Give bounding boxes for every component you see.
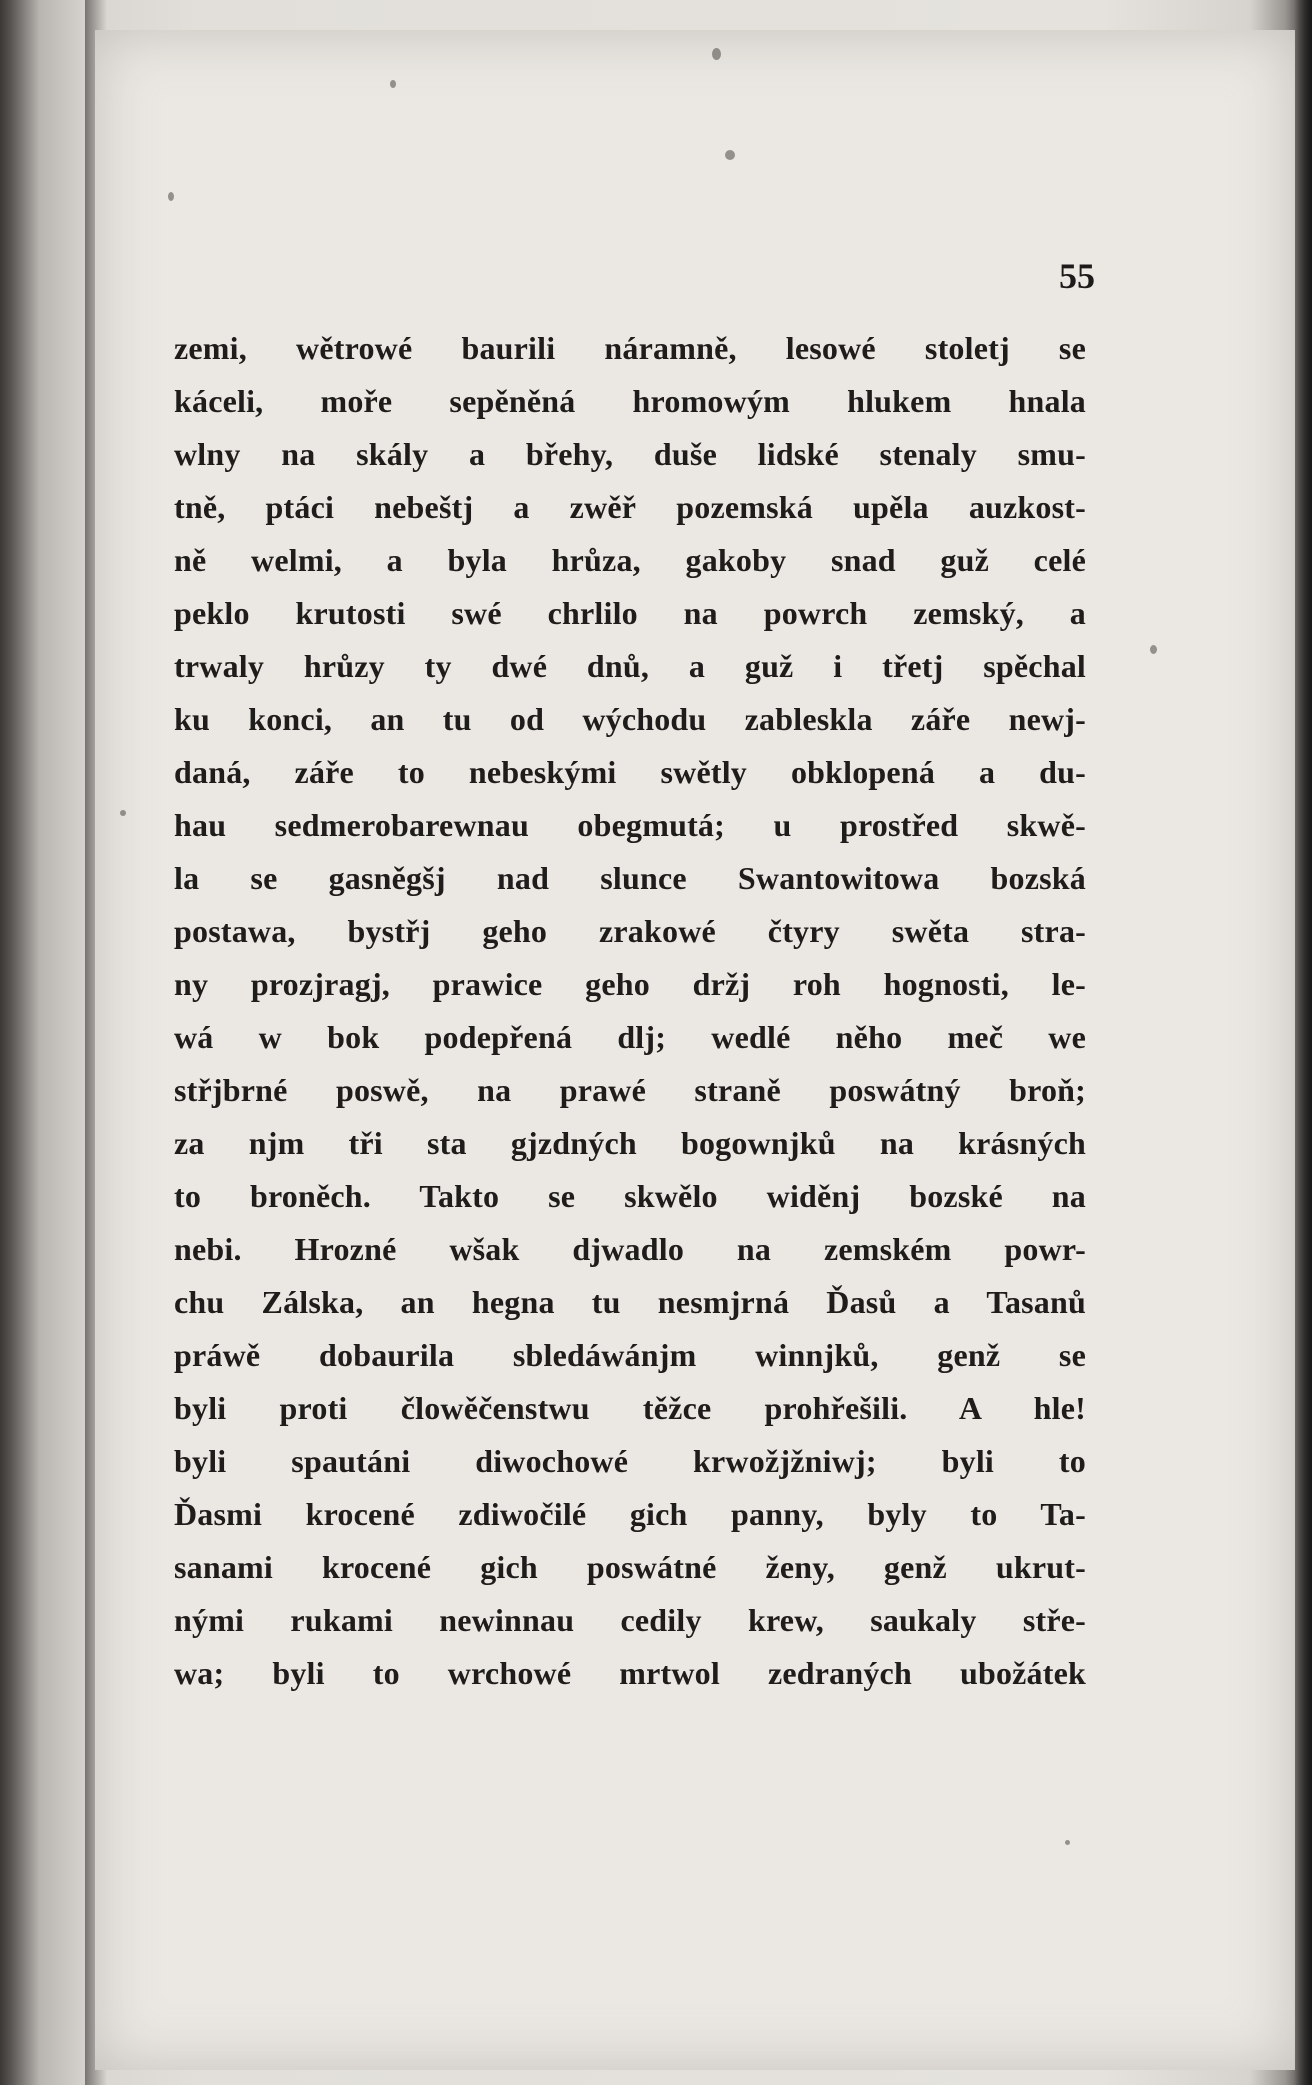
text-line: chu Zálska, an hegna tu nesmjrná Ďasů a Tasanů	[174, 1284, 1086, 1320]
text-line: střjbrné poswě, na prawé straně poswátný broň;	[174, 1072, 1086, 1108]
text-line: byli spautáni diwochowé krwožjžniwj; byli to	[174, 1443, 1086, 1479]
body-text	[174, 322, 1086, 1700]
paper-speck	[1065, 1840, 1070, 1845]
paper-speck	[1150, 645, 1157, 654]
text-line: daná, záře to nebeskými swětly obklopená a du-	[174, 754, 1086, 790]
paper-speck	[120, 810, 126, 816]
text-line: hau sedmerobarewnau obegmutá; u prostřed skwě-	[174, 807, 1086, 843]
text-line: la se gasněgšj nad slunce Swantowitowa bozská	[174, 860, 1086, 896]
paper-speck	[725, 150, 735, 160]
text-line: wa; byli to wrchowé mrtwol zedraných ubožátek	[174, 1655, 1086, 1691]
text-line: ny prozjragj, prawice geho držj roh hognosti, le-	[174, 966, 1086, 1002]
page-edge-shadow	[1294, 0, 1312, 2085]
text-line: káceli, moře sepěněná hromowým hlukem hnala	[174, 383, 1086, 419]
paper-speck	[390, 80, 396, 88]
text-line: byli proti člowěčenstwu těžce prohřešili. A hle!	[174, 1390, 1086, 1426]
text-line: Ďasmi krocené zdiwočilé gich panny, byly to Ta-	[174, 1496, 1086, 1532]
text-line: trwaly hrůzy ty dwé dnů, a guž i třetj spěchal	[174, 648, 1086, 684]
paper-speck	[168, 192, 174, 201]
text-line: wá w bok podepřená dlj; wedlé něho meč we	[174, 1019, 1086, 1055]
paper-speck	[712, 48, 721, 60]
text-line: ku konci, an tu od wýchodu zableskla záře newj-	[174, 701, 1086, 737]
text-line: za njm tři sta gjzdných bogownjků na krásných	[174, 1125, 1086, 1161]
text-line: wlny na skály a břehy, duše lidské stenaly smu-	[174, 436, 1086, 472]
text-line: zemi, wětrowé baurili náramně, lesowé stoletj se	[174, 330, 1086, 366]
text-line: nebi. Hrozné wšak djwadlo na zemském powr-	[174, 1231, 1086, 1267]
text-line: peklo krutosti swé chrlilo na powrch zemský, a	[174, 595, 1086, 631]
text-line: práwě dobaurila sbledáwánjm winnjků, genž se	[174, 1337, 1086, 1373]
text-line: postawa, bystřj geho zrakowé čtyry swěta stra-	[174, 913, 1086, 949]
text-line: nými rukami newinnau cedily krew, saukaly stře-	[174, 1602, 1086, 1638]
page-number: 55	[1059, 256, 1095, 296]
text-line: sanami krocené gich poswátné ženy, genž ukrut-	[174, 1549, 1086, 1585]
text-line: to broněch. Takto se skwělo widěnj bozské na	[174, 1178, 1086, 1214]
text-line: ně welmi, a byla hrůza, gakoby snad guž celé	[174, 542, 1086, 578]
text-line: tně, ptáci nebeštj a zwěř pozemská upěla auzkost-	[174, 489, 1086, 525]
